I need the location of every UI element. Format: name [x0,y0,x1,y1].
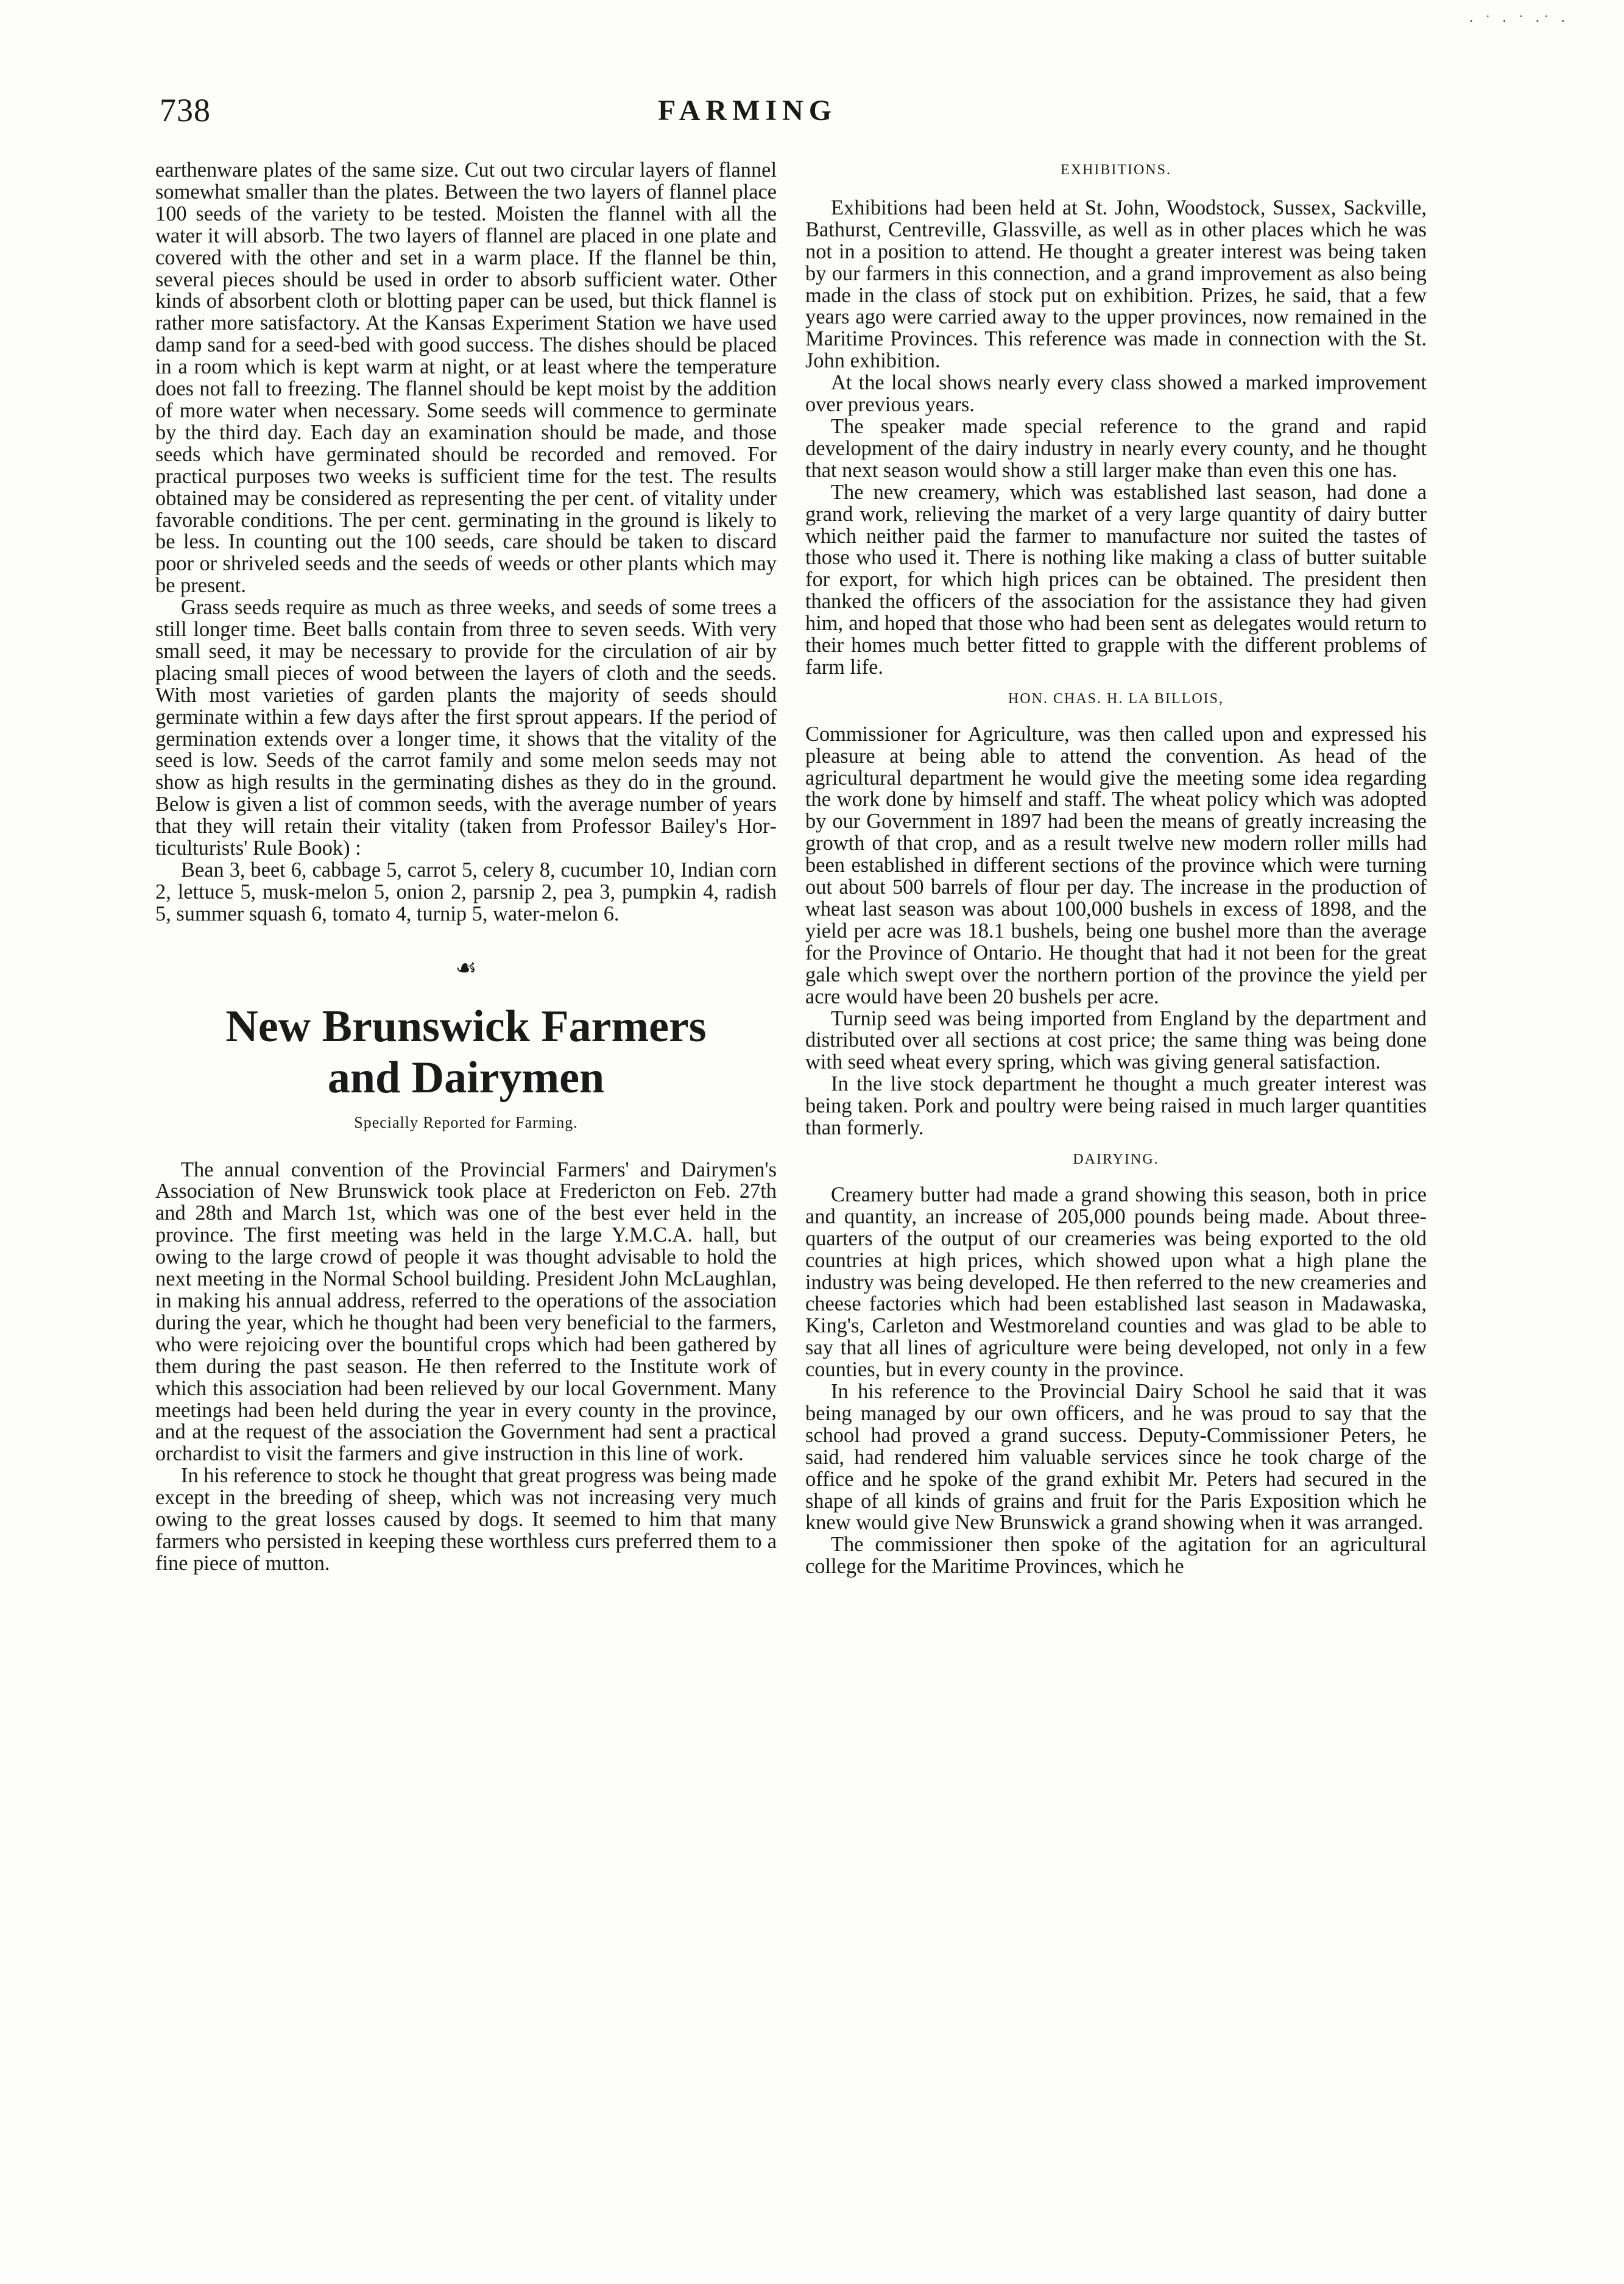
paragraph: The commissioner then spoke of the agitation for an agricultural college for the Maritime Provinces, which he [805,1533,1427,1579]
print-specks: · ˙ · ˙ ·˙ · [1468,12,1569,30]
paragraph: Creamery butter had made a grand showing this season, both in price and quantity, an increase of 205,000 pounds being made. About three-quarters of the output of our creameries was being exported to the old countries at high prices, which showed upon what a high plane the industry was being developed. He then referred to the new creameries and cheese factories which had been established last season in Madawaska, King's, Carleton and Westmoreland counties and was glad to be able to say that all lines of agriculture were being developed, not only in a few counties, but in every county in the province. [805,1183,1427,1382]
article-title [155,1001,777,1103]
paragraph: At the local shows nearly every class showed a marked improvement over previous years. [805,371,1427,417]
running-title: FARMING [658,94,838,127]
article-title-line: New Brunswick Farmers [225,1001,707,1052]
paragraph: The new creamery, which was established last season, had done a grand work, relieving the market of a very large quantity of dairy butter which neither paid the farmer to manufacture nor suited the tastes of those who used it. There is nothing like making a class of butter suitable for export, for which high prices can be obtained. The president then thanked the officers of the association for the assistance they had given him, and hoped that those who had been sent as delegates would return to their homes much better fitted to grapple with the different problems of farm life. [805,480,1427,679]
section-heading-dairying: DAIRYING. [1073,1151,1159,1167]
right-column [805,160,1427,1578]
paragraph: Exhibitions had been held at St. John, Woodstock, Sussex, Sackville, Bathurst, Centreville, Glassville, as well as in other places which he was not in a position to attend. He thought a greater interest was being taken by our farmers in this connection, and a grand improvement as also being made in the class of stock put on exhibition. Prizes, he said, that a few years ago were carried away to the upper provinces, now remained in the Maritime Provinces. This reference was made in connection with the St. John exhibition. [805,196,1427,373]
paragraph: Turnip seed was being imported from England by the department and distributed over all sections at cost price; the same thing was being done with seed wheat every spring, which was giving general satisfaction. [805,1006,1427,1074]
article-title-line: and Dairymen [327,1052,605,1103]
fleuron-ornament: ☙ [455,953,477,981]
paragraph: In his reference to stock he thought that great progress was being made except in the breeding of sheep, which was not increasing very much owing to the great losses caused by dogs. It seemed to him that many farmers who persisted in keeping these worthless curs preferred them to a fine piece of mutton. [155,1464,777,1575]
page-number: 738 [160,92,211,129]
left-column [155,160,777,1575]
paragraph: In the live stock department he thought a much greater interest was being taken. Pork and poultry were being raised in much larger quantities than formerly. [805,1072,1427,1140]
paragraph: earthenware plates of the same size. Cut out two circular layers of flannel somewhat smaller than the plates. Between the two layers of flannel place 100 seeds of the variety to be tested. Moisten the flannel with all the water it will absorb. The two layers of flannel are placed in one plate and covered with the other and set in a warm place. If the flannel be thin, several pieces should be used in order to absorb sufficient water. Other kinds of absorbent cloth or blotting paper can be used, but thick flannel is rather more satisfactory. At the Kansas Experiment Station we have used damp sand for a seed-bed with good success. The dishes should be placed in a room which is kept warm at night, or at least where the temperature does not fall to freezing. The flannel should be kept moist by the addition of more water when necessary. Some seeds will commence to germinate by the third day. Each day an examination should be made, and those seeds which have germinated should be recorded and removed. For practical purposes two weeks is sufficient time for the test. The results obtained may be considered as representing the per cent. of vitality under favorable conditions. The per cent. germinating in the ground is likely to be less. In counting out the 100 seeds, care should be taken to discard poor or shriveled seeds and the seeds of weeds or other plants which may be present. [155,158,777,598]
section-heading-exhibitions: EXHIBITIONS. [1061,162,1171,178]
paragraph: In his reference to the Provincial Dairy School he said that it was being managed by our own officers, and he was proud to say that the school had proved a grand success. Deputy-Commissioner Peters, he said, had rendered him valuable services since he took charge of the office and he spoke of the grand exhibit Mr. Peters had secured in the shape of all kinds of grains and fruit for the Paris Exposition which he knew would give New Brunswick a grand showing when it was arranged. [805,1380,1427,1535]
section-heading-commissioner: HON. CHAS. H. LA BILLOIS, [1008,690,1224,707]
article-subtitle: Specially Reported for Farming. [354,1113,578,1131]
paragraph: Bean 3, beet 6, cabbage 5, carrot 5, celery 8, cucumber 10, Indian corn 2, lettuce 5, musk-melon 5, onion 2, parsnip 2, pea 3, pumpkin 4, radish 5, summer squash 6, tomato 4, turnip 5, water-melon 6. [155,858,777,925]
paragraph: The speaker made special reference to the grand and rapid development of the dairy industry in nearly every county, and he thought that next season would show a still larger make than even this one has. [805,414,1427,482]
paragraph: Commissioner for Agriculture, was then called upon and expressed his pleasure at being able to attend the convention. As head of the agricultural department he would give the meeting some idea regarding the work done by himself and staff. The wheat policy which was adopted by our Government in 1897 had been the means of greatly increasing the growth of that crop, and as a result twelve new modern roller mills had been established in different sections of the province which were turning out about 500 barrels of flour per day. The increase in the production of wheat last season was about 100,000 bushels in excess of 1898, and the yield per acre was 18.1 bushels, being one bushel more than the average for the Province of Ontario. He thought that had it not been for the great gale which swept over the northern portion of the province the yield per acre would have been 20 bushels per acre. [805,722,1427,1008]
paragraph: Grass seeds require as much as three weeks, and seeds of some trees a still longer time. Beet balls contain from three to seven seeds. With very small seed, it may be necessary to provide for the circulation of air by placing small pieces of wood between the layers of cloth and the seeds. With most varieties of garden plants the majority of seeds should germinate within a few days after the first sprout appears. If the period of germination extends over a longer time, it shows that the vitality of the seed is low. Seeds of the carrot family and some melon seeds may not show as high results in the germinating dishes as they do in the ground. Below is given a list of common seeds, with the average number of years that they will retain their vitality (taken from Professor Bailey's Horticulturists' Rule Book) : [155,596,777,860]
paragraph: The annual convention of the Provincial Farmers' and Dairymen's Association of New Brunswick took place at Fredericton on Feb. 27th and 28th and March 1st, which was one of the best ever held in the province. The first meeting was held in the large Y.M.C.A. hall, but owing to the large crowd of people it was thought advisable to hold the next meeting in the Normal School building. President John McLaughlan, in making his annual address, referred to the operations of the association during the year, which he thought had been very beneficial to the farmers, who were rejoicing over the bountiful crops which had been gathered by them during the past season. He then referred to the Institute work of which this association had been relieved by our local Government. Many meetings had been held during the year in every county in the province, and at the request of the association the Government had sent a practical orchardist to visit the farmers and give instruction in this line of work. [155,1158,777,1466]
